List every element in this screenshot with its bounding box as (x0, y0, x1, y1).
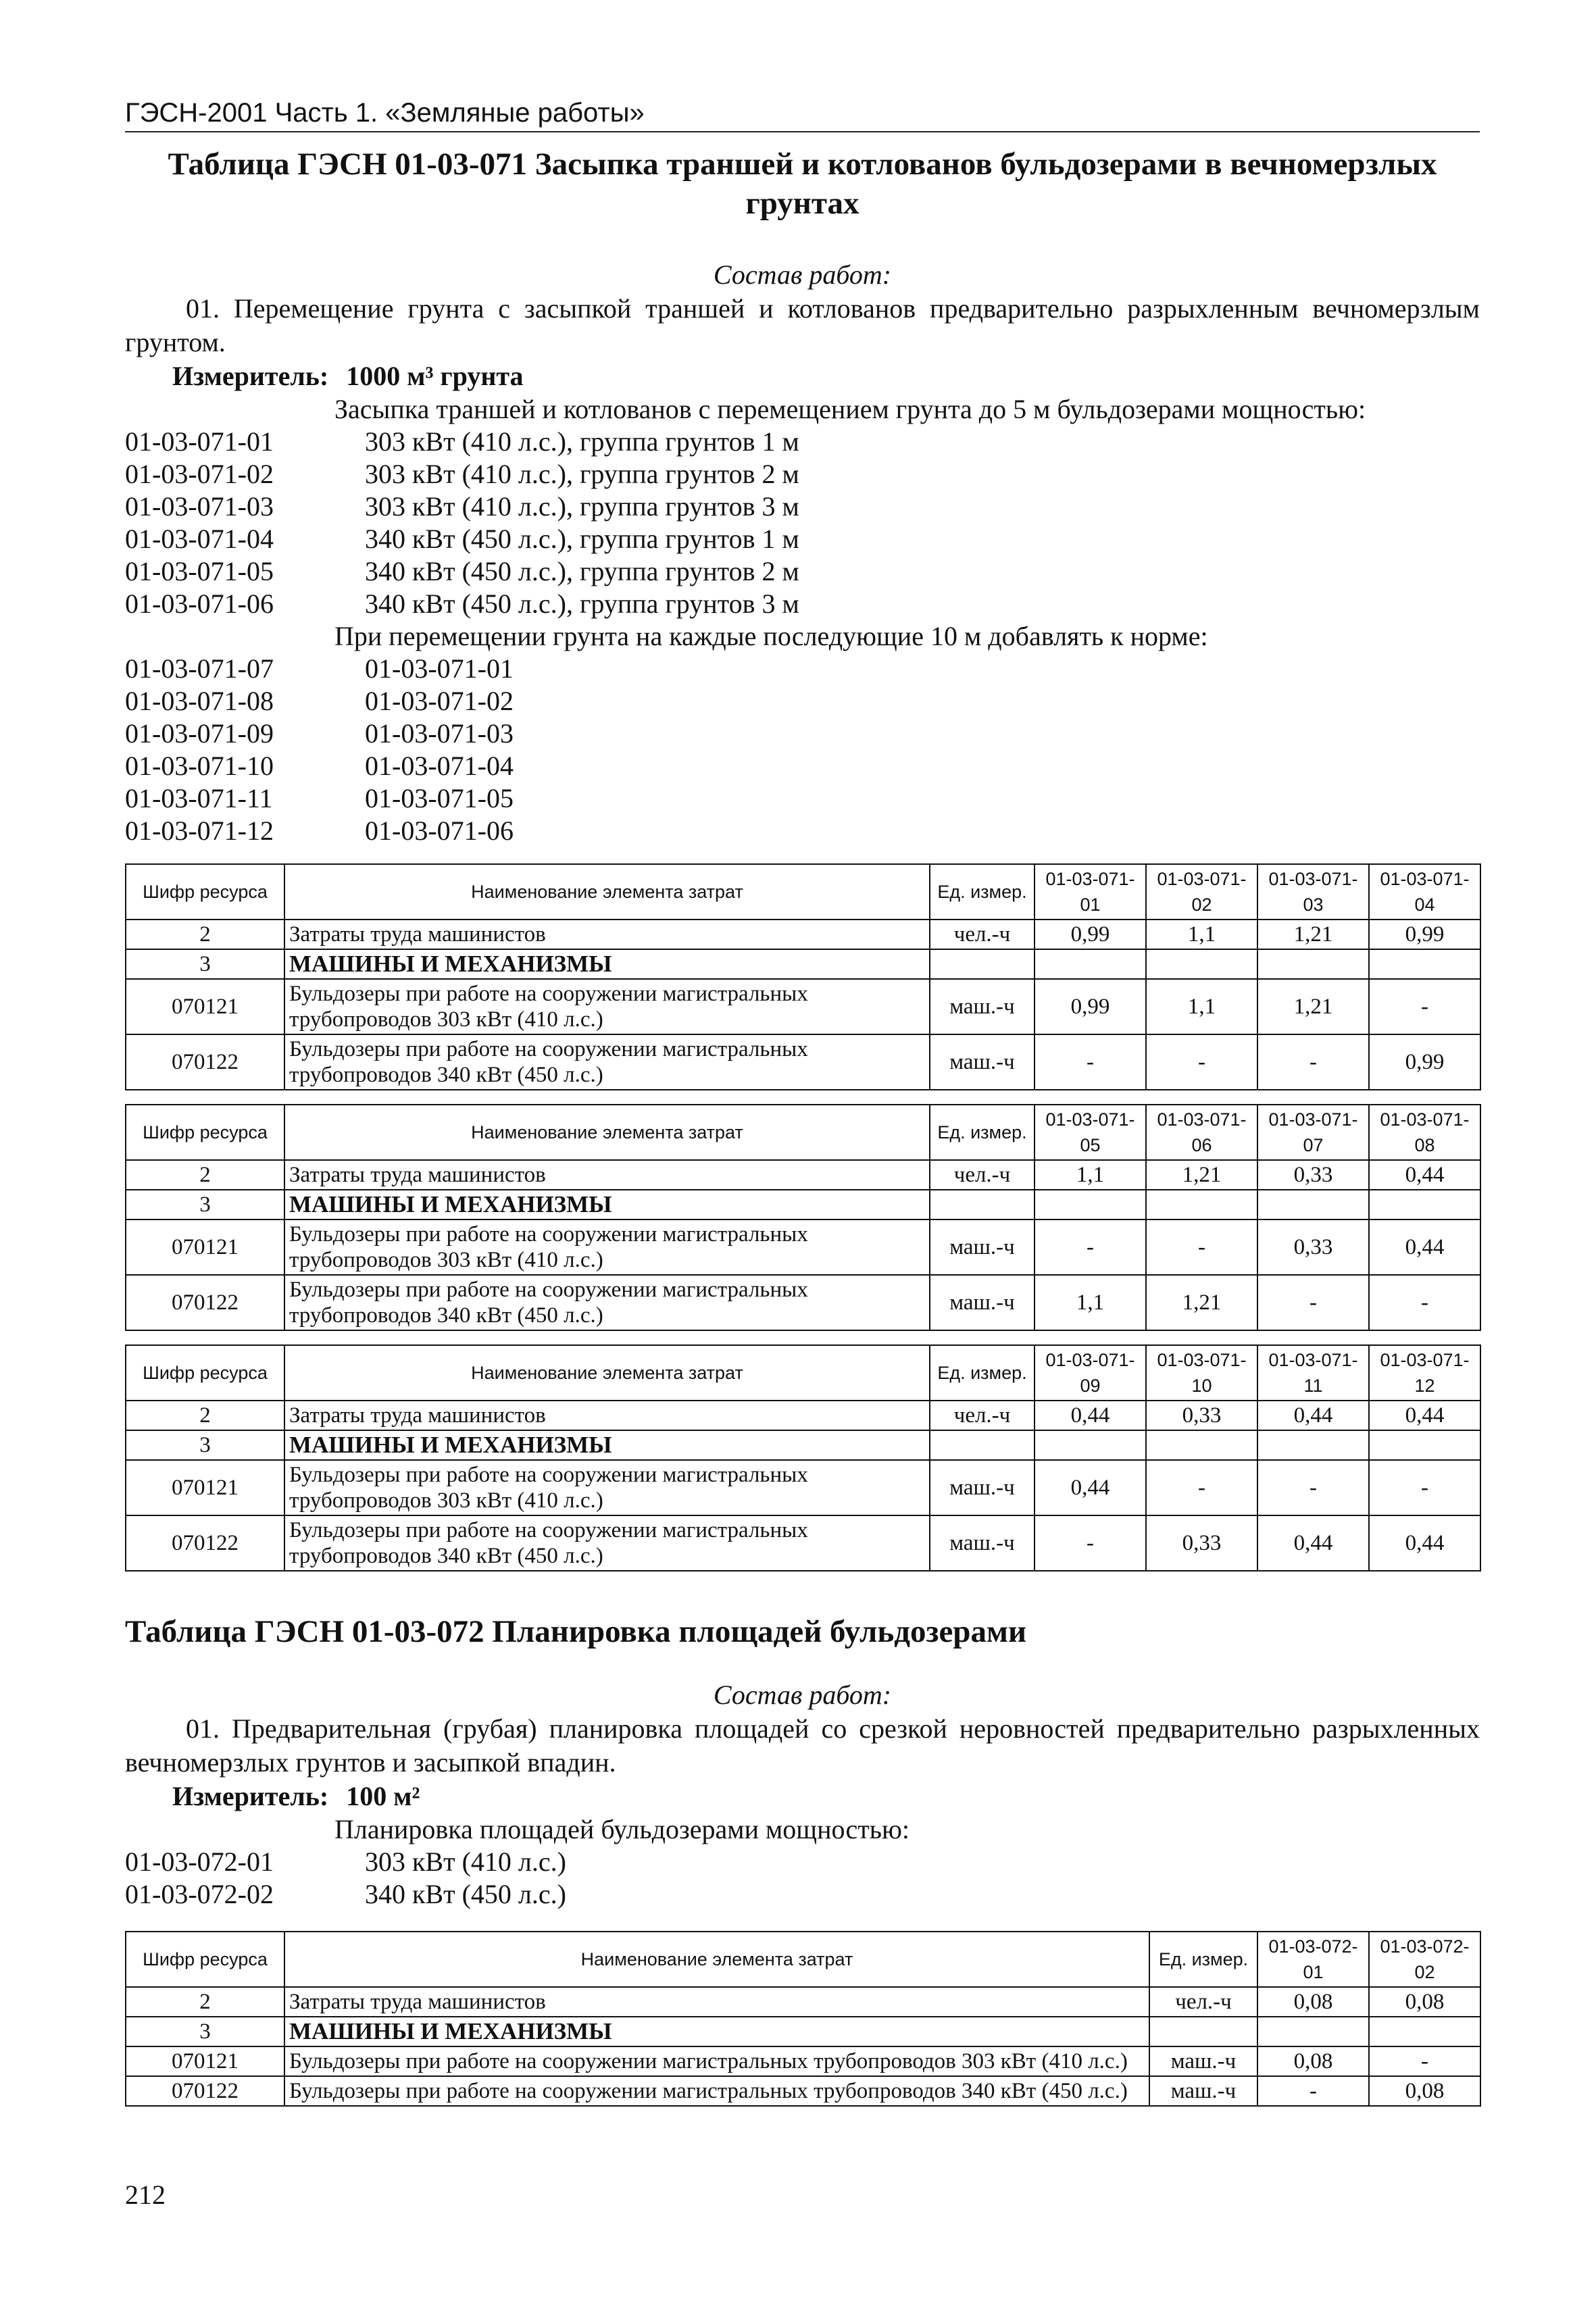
cell-value: 0,44 (1369, 1515, 1480, 1571)
cell-value: - (1034, 1219, 1146, 1275)
meter-label: Измеритель: (172, 1781, 329, 1811)
cell-value: 0,08 (1369, 2076, 1480, 2106)
code-row (125, 782, 1480, 815)
cell-unit: маш.-ч (930, 1219, 1034, 1275)
meter-value: 100 м² (346, 1781, 420, 1811)
table-row (126, 2076, 1480, 2106)
meter-072 (172, 1780, 1480, 1813)
running-header: ГЭСН-2001 Часть 1. «Земляные работы» (125, 95, 1480, 132)
cell-value: 0,44 (1369, 1219, 1480, 1275)
th-code: Шифр ресурса (126, 1345, 284, 1401)
cell-value: - (1369, 1275, 1480, 1330)
cell-value: 1,1 (1146, 920, 1257, 949)
cell-name: Бульдозеры при работе на сооружении магистральных трубопроводов 340 кВт (450 л.с.) (284, 2076, 1149, 2106)
cell-value: 0,44 (1257, 1401, 1369, 1430)
codes-list-072 (125, 1846, 1480, 1911)
norm-code: 01-03-071-10 (125, 751, 274, 781)
cell-value: 0,99 (1369, 920, 1480, 949)
cell-value: 0,33 (1257, 1219, 1369, 1275)
th-norm-col: 01-03-072-01 (1257, 1932, 1369, 1987)
meter (172, 359, 1480, 393)
cell-value: 0,33 (1257, 1160, 1369, 1190)
cell-name: Бульдозеры при работе на сооружении магистральных трубопроводов 303 кВт (410 л.с.) (284, 979, 930, 1034)
cell-section-title: МАШИНЫ И МЕХАНИЗМЫ (284, 1190, 930, 1219)
cell-value: - (1369, 2046, 1480, 2076)
cell-value: - (1034, 1515, 1146, 1571)
th-name: Наименование элемента затрат (284, 1932, 1149, 1987)
code-row (125, 426, 1480, 458)
table-row (126, 1275, 1480, 1330)
cell-value: 0,99 (1034, 920, 1146, 949)
cell-name: Бульдозеры при работе на сооружении магистральных трубопроводов 303 кВт (410 л.с.) (284, 2046, 1149, 2076)
table-row (126, 1987, 1480, 2017)
codes-intro-072: Планировка площадей бульдозерами мощностью: (334, 1814, 909, 1844)
table-header-row (126, 1932, 1480, 1987)
cell-unit: маш.-ч (930, 1460, 1034, 1515)
th-name: Наименование элемента затрат (284, 1345, 930, 1401)
cell-value: 1,1 (1034, 1160, 1146, 1190)
cell-section-title: МАШИНЫ И МЕХАНИЗМЫ (284, 1430, 930, 1460)
table-header-row (126, 1105, 1480, 1160)
code-row (125, 718, 1480, 750)
norm-code: 01-03-071-07 (125, 653, 274, 684)
cell-value: - (1257, 1460, 1369, 1515)
cell-name: Бульдозеры при работе на сооружении магистральных трубопроводов 340 кВт (450 л.с.) (284, 1515, 930, 1571)
th-norm-col: 01-03-071-02 (1146, 864, 1257, 920)
cell-code: 3 (126, 2017, 284, 2046)
cell-code: 2 (126, 1401, 284, 1430)
cell-unit: чел.-ч (1149, 1987, 1257, 2017)
codes-list-2 (125, 653, 1480, 847)
norm-ref: 01-03-071-03 (365, 718, 514, 749)
cell-section-title: МАШИНЫ И МЕХАНИЗМЫ (284, 949, 930, 979)
th-norm-col: 01-03-071-04 (1369, 864, 1480, 920)
th-code: Шифр ресурса (126, 1932, 284, 1987)
cell-value: - (1146, 1219, 1257, 1275)
resource-table-b (125, 1104, 1481, 1331)
table-row (126, 2017, 1480, 2046)
cell-unit: маш.-ч (930, 1034, 1034, 1090)
th-norm-col: 01-03-071-03 (1257, 864, 1369, 920)
codes-intro: Засыпка траншей и котлованов с перемещением грунта до 5 м бульдозерами мощностью: (334, 394, 1366, 424)
cell-name: Бульдозеры при работе на сооружении магистральных трубопроводов 340 кВт (450 л.с.) (284, 1275, 930, 1330)
cell-code: 3 (126, 949, 284, 979)
code-row (125, 1846, 1480, 1878)
table-row (126, 1219, 1480, 1275)
norm-code: 01-03-071-09 (125, 718, 274, 749)
cell-value: 1,21 (1146, 1275, 1257, 1330)
cell-name: Затраты труда машинистов (284, 1987, 1149, 2017)
cell-value: - (1369, 1460, 1480, 1515)
cell-unit: маш.-ч (930, 1275, 1034, 1330)
cell-name: Затраты труда машинистов (284, 920, 930, 949)
table-row (126, 2046, 1480, 2076)
norm-ref: 01-03-071-01 (365, 653, 514, 684)
cell-value: - (1146, 1034, 1257, 1090)
cell-name: Бульдозеры при работе на сооружении магистральных трубопроводов 303 кВт (410 л.с.) (284, 1460, 930, 1515)
cell-value: 0,33 (1146, 1401, 1257, 1430)
norm-desc: 340 кВт (450 л.с.), группа грунтов 2 м (365, 556, 799, 586)
code-row (125, 588, 1480, 620)
norm-code: 01-03-072-02 (125, 1879, 274, 1909)
th-norm-col: 01-03-071-12 (1369, 1345, 1480, 1401)
norm-code: 01-03-071-05 (125, 556, 274, 586)
table-071-title (125, 145, 1480, 223)
cell-value: - (1257, 1275, 1369, 1330)
code-row (125, 685, 1480, 718)
th-code: Шифр ресурса (126, 1105, 284, 1160)
code-row (125, 458, 1480, 491)
cell-unit: маш.-ч (1149, 2046, 1257, 2076)
code-row (125, 1878, 1480, 1911)
cell-code: 070121 (126, 1460, 284, 1515)
cell-code: 3 (126, 1430, 284, 1460)
th-norm-col: 01-03-071-06 (1146, 1105, 1257, 1160)
norm-desc: 303 кВт (410 л.с.), группа грунтов 3 м (365, 491, 799, 522)
th-norm-col: 01-03-071-09 (1034, 1345, 1146, 1401)
cell-unit: чел.-ч (930, 920, 1034, 949)
cell-code: 2 (126, 1160, 284, 1190)
th-name: Наименование элемента затрат (284, 1105, 930, 1160)
th-norm-col: 01-03-071-05 (1034, 1105, 1146, 1160)
meter-value: 1000 м³ грунта (346, 361, 524, 391)
table-row (126, 1034, 1480, 1090)
norm-desc: 340 кВт (450 л.с.), группа грунтов 3 м (365, 588, 799, 619)
cell-unit: маш.-ч (930, 1515, 1034, 1571)
norm-code: 01-03-072-01 (125, 1846, 274, 1877)
norm-code: 01-03-071-11 (125, 783, 273, 813)
resource-table-a (125, 863, 1481, 1090)
norm-desc: 303 кВт (410 л.с.) (365, 1846, 566, 1877)
code-row (125, 750, 1480, 782)
norm-code: 01-03-071-01 (125, 426, 274, 457)
norm-code: 01-03-071-02 (125, 459, 274, 489)
table-header-row (126, 864, 1480, 920)
table-row (126, 1160, 1480, 1190)
cell-value: - (1369, 979, 1480, 1034)
table-071-title-line1: Таблица ГЭСН 01-03-071 Засыпка траншей и котлованов бульдозерами в вечномерзлых (168, 147, 1437, 182)
th-norm-col: 01-03-071-10 (1146, 1345, 1257, 1401)
page-number: 212 (125, 2180, 166, 2210)
cell-value: - (1257, 2076, 1369, 2106)
norm-code: 01-03-071-12 (125, 815, 274, 846)
cell-value: 0,08 (1257, 2046, 1369, 2076)
cell-name: Затраты труда машинистов (284, 1160, 930, 1190)
cell-value: 0,33 (1146, 1515, 1257, 1571)
norm-ref: 01-03-071-04 (365, 751, 514, 781)
norm-code: 01-03-071-06 (125, 588, 274, 619)
th-norm-col: 01-03-071-11 (1257, 1345, 1369, 1401)
cell-value: 0,99 (1369, 1034, 1480, 1090)
cell-code: 070121 (126, 2046, 284, 2076)
cell-value: 1,21 (1257, 920, 1369, 949)
cell-code: 070121 (126, 1219, 284, 1275)
cell-value: 0,44 (1369, 1160, 1480, 1190)
cell-value: - (1257, 1034, 1369, 1090)
th-norm-col: 01-03-071-01 (1034, 864, 1146, 920)
meter-label: Измеритель: (172, 361, 329, 391)
cell-value: 1,21 (1146, 1160, 1257, 1190)
composition-label-072: Состав работ: (713, 1680, 892, 1710)
cell-value: 1,1 (1034, 1275, 1146, 1330)
cell-value: - (1146, 1460, 1257, 1515)
document-page (125, 95, 1480, 2107)
th-code: Шифр ресурса (126, 864, 284, 920)
norm-ref: 01-03-071-06 (365, 815, 514, 846)
code-row (125, 523, 1480, 555)
cell-value: 0,44 (1257, 1515, 1369, 1571)
table-header-row (126, 1345, 1480, 1401)
cell-section-title: МАШИНЫ И МЕХАНИЗМЫ (284, 2017, 1149, 2046)
cell-code: 3 (126, 1190, 284, 1219)
table-row (126, 1460, 1480, 1515)
cell-code: 070121 (126, 979, 284, 1034)
code-row (125, 491, 1480, 523)
cell-value: 0,44 (1034, 1401, 1146, 1430)
th-unit: Ед. измер. (930, 1345, 1034, 1401)
cell-value: 0,44 (1034, 1460, 1146, 1515)
composition-text-072: 01. Предварительная (грубая) планировка площадей со срезкой неровностей предварительно разрыхленных вечномерзлых грунтов и засыпкой впадин. (125, 1713, 1480, 1778)
cell-code: 2 (126, 1987, 284, 2017)
th-name: Наименование элемента затрат (284, 864, 930, 920)
table-row (126, 920, 1480, 949)
resource-table-072 (125, 1931, 1481, 2107)
norm-ref: 01-03-071-02 (365, 686, 514, 716)
norm-desc: 303 кВт (410 л.с.), группа грунтов 1 м (365, 426, 799, 457)
cell-value: 1,21 (1257, 979, 1369, 1034)
table-row (126, 1401, 1480, 1430)
cell-code: 070122 (126, 1275, 284, 1330)
cell-value: - (1034, 1034, 1146, 1090)
resource-table-c (125, 1344, 1481, 1571)
table-row (126, 1430, 1480, 1460)
table-071-title-line2: грунтах (745, 186, 859, 221)
table-row (126, 1515, 1480, 1571)
norm-code: 01-03-071-03 (125, 491, 274, 522)
cell-name: Бульдозеры при работе на сооружении магистральных трубопроводов 340 кВт (450 л.с.) (284, 1034, 930, 1090)
cell-value: 1,1 (1146, 979, 1257, 1034)
codes-list (125, 426, 1480, 620)
table-row (126, 979, 1480, 1034)
cell-name: Бульдозеры при работе на сооружении магистральных трубопроводов 303 кВт (410 л.с.) (284, 1219, 930, 1275)
th-norm-col: 01-03-071-07 (1257, 1105, 1369, 1160)
norm-desc: 303 кВт (410 л.с.), группа грунтов 2 м (365, 459, 799, 489)
th-norm-col: 01-03-071-08 (1369, 1105, 1480, 1160)
cell-code: 070122 (126, 2076, 284, 2106)
th-unit: Ед. измер. (930, 864, 1034, 920)
composition-label: Состав работ: (713, 259, 892, 290)
cell-name: Затраты труда машинистов (284, 1401, 930, 1430)
norm-desc: 340 кВт (450 л.с.) (365, 1879, 566, 1909)
norm-desc: 340 кВт (450 л.с.), группа грунтов 1 м (365, 524, 799, 554)
norm-ref: 01-03-071-05 (365, 783, 514, 813)
cell-code: 2 (126, 920, 284, 949)
table-row (126, 949, 1480, 979)
norm-code: 01-03-071-08 (125, 686, 274, 716)
code-row (125, 815, 1480, 847)
cell-unit: маш.-ч (1149, 2076, 1257, 2106)
th-unit: Ед. измер. (930, 1105, 1034, 1160)
cell-unit: маш.-ч (930, 979, 1034, 1034)
th-unit: Ед. измер. (1149, 1932, 1257, 1987)
table-072-title: Таблица ГЭСН 01-03-072 Планировка площадей бульдозерами (125, 1614, 1027, 1649)
cell-unit: чел.-ч (930, 1160, 1034, 1190)
cell-unit: чел.-ч (930, 1401, 1034, 1430)
norm-code: 01-03-071-04 (125, 524, 274, 554)
cell-value: 0,99 (1034, 979, 1146, 1034)
cell-value: 0,44 (1369, 1401, 1480, 1430)
table-row (126, 1190, 1480, 1219)
code-row (125, 555, 1480, 588)
th-norm-col: 01-03-072-02 (1369, 1932, 1480, 1987)
cell-value: 0,08 (1369, 1987, 1480, 2017)
cell-code: 070122 (126, 1515, 284, 1571)
composition-text: 01. Перемещение грунта с засыпкой траншей и котлованов предварительно разрыхленным вечномерзлым грунтом. (125, 293, 1480, 357)
cell-code: 070122 (126, 1034, 284, 1090)
code-row (125, 653, 1480, 685)
cell-value: 0,08 (1257, 1987, 1369, 2017)
codes-intro-2: При перемещении грунта на каждые последующие 10 м добавлять к норме: (334, 621, 1208, 651)
